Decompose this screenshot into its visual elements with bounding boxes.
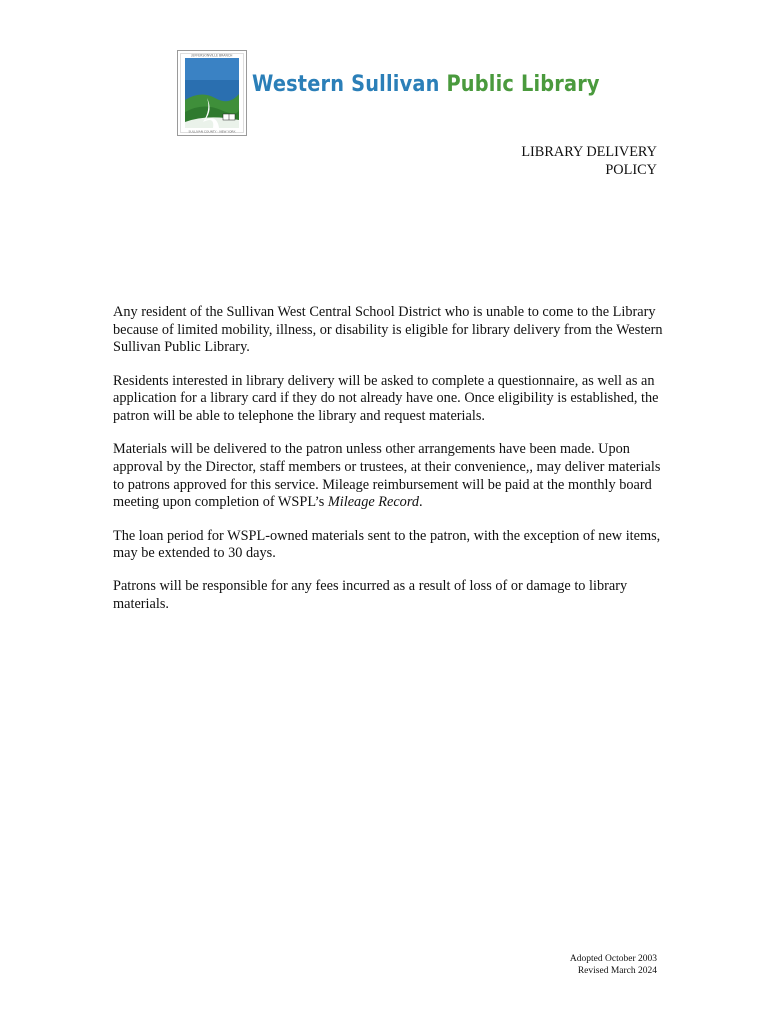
paragraph-delivery-text: Materials will be delivered to the patron unless other arrangements have been made. Upon approval by the Director, staff members or trustees, at their convenience,, may deliver materials to patrons approved for this service. Mileage reimbursement will be paid at the monthly board meeting upon completion of WSPL’s [113, 441, 661, 511]
paragraph-application: Residents interested in library delivery will be asked to complete a questionnaire, as well as an application for a library card if they do not already have one. Once eligibility is established, the patron will be able to telephone the library and request materials. [113, 372, 659, 425]
paragraph-delivery [113, 441, 663, 512]
policy-footer [570, 953, 657, 977]
library-logo [177, 50, 600, 140]
wordmark-part1: Western Sullivan [252, 71, 440, 97]
wordmark-part2: Public Library [446, 71, 600, 97]
policy-body [113, 304, 663, 629]
paragraph-fees: Patrons will be responsible for any fees incurred as a result of loss of or damage to library materials. [113, 578, 628, 613]
adopted-date: Adopted October 2003 [569, 954, 657, 964]
mileage-record-reference: Mileage Record [327, 494, 420, 511]
paragraph-eligibility: Any resident of the Sullivan West Central School District who is unable to come to the Library because of limited mobility, illness, or disability is eligible for library delivery from the Western Sullivan Public Library. [113, 304, 663, 356]
library-badge-icon [177, 50, 247, 136]
paragraph-delivery-end: . [419, 494, 423, 511]
library-wordmark [252, 71, 600, 97]
policy-title [521, 144, 657, 179]
revised-date: Revised March 2024 [577, 966, 657, 976]
policy-title-line1: LIBRARY DELIVERY [521, 144, 657, 160]
policy-title-line2: POLICY [605, 161, 657, 178]
paragraph-loan-period: The loan period for WSPL-owned materials sent to the patron, with the exception of new items, may be extended to 30 days. [113, 527, 661, 562]
badge-ring-text-bottom: SULLIVAN COUNTY · NEW YORK [188, 129, 236, 134]
badge-ring-text-top: JEFFERSONVILLE BRANCH [191, 53, 233, 58]
